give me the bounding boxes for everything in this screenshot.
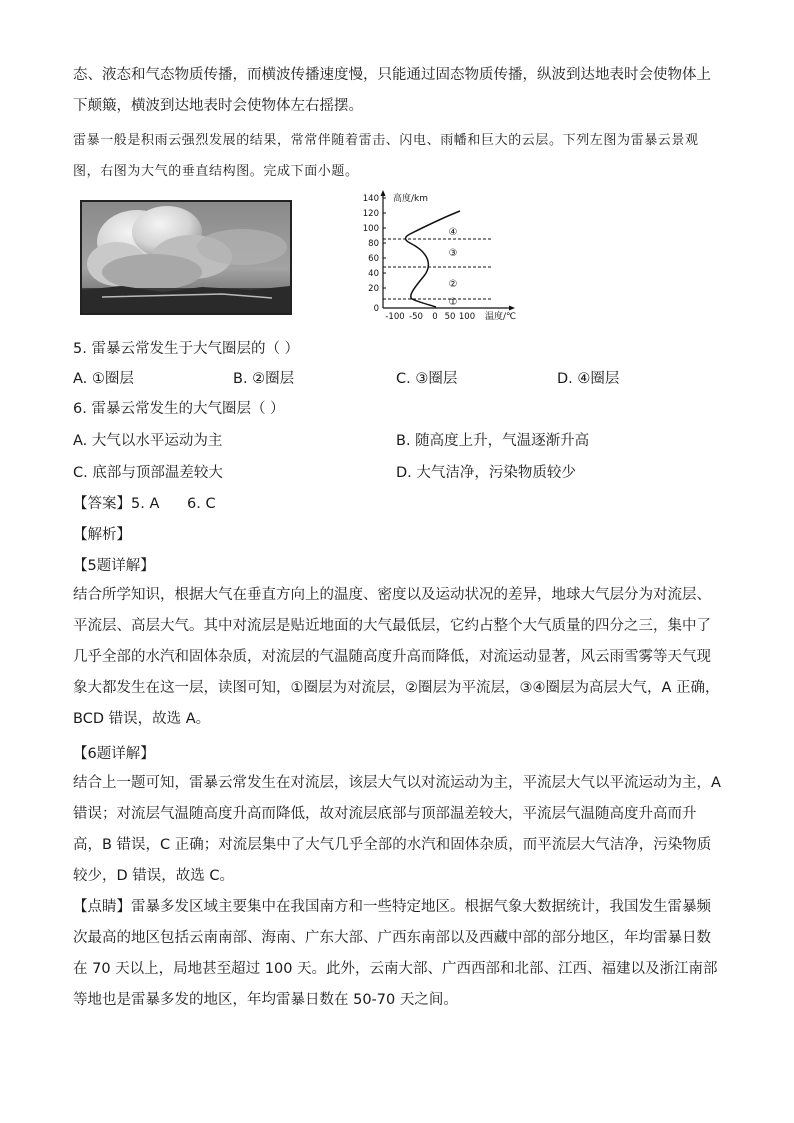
x-axis-label: 温度/℃	[485, 312, 517, 322]
intro-paragraph: 态、液态和气态物质传播，而横波传播速度慢，只能通过固态物质传播，纵波到达地表时会使物体上下颠簸，横波到达地表时会使物体左右摇摆。	[73, 67, 711, 114]
atmosphere-structure-chart	[352, 188, 537, 323]
x-tick-label: 100	[458, 312, 476, 322]
detail5-text: 结合所学知识，根据大气在垂直方向上的温度、密度以及运动状况的差异，地球大气层分为对流层、平流层、高层大气。其中对流层是贴近地面的大气最低层，它约占整个大气质量的四分之三，集中了几乎全部的水汽和固体杂质，对流层的气温随高度升高而降低，对流运动显著，风云雨雪雾等天气现象大都发生在这一层，读图可知，①圈层为对流层，②圈层为平流层，③④圈层为高层大气，A 正确，BCD 错误，故选 A。	[73, 587, 720, 727]
q6-stem: 6. 雷暴云常发生的大气圈层（ ）	[73, 401, 285, 417]
answer-text: 5. A 6. C	[131, 496, 216, 512]
y-tick-label: 40	[368, 269, 379, 279]
material-text: 雷暴一般是积雨云强烈发展的结果，常常伴随着雷击、闪电、雨幡和巨大的云层。下列左图为雷暴云景观图，右图为大气的垂直结构图。完成下面小题。	[73, 133, 699, 179]
analysis-label: 【解析】	[73, 527, 131, 543]
answer-line	[73, 493, 216, 515]
layer-label-2: ②	[448, 279, 458, 290]
q5-option-d[interactable]: D. ④圈层	[557, 371, 620, 387]
q6-option-d[interactable]: D. 大气洁净，污染物质较少	[396, 465, 576, 481]
x-tick-label: -100	[385, 312, 405, 322]
layer-label-3: ③	[448, 248, 458, 259]
tip-paragraph	[73, 892, 721, 1016]
y-tick-label: 60	[368, 254, 379, 264]
q5-option-b[interactable]: B. ②圈层	[233, 371, 295, 387]
q6-option-c[interactable]: C. 底部与顶部温差较大	[73, 465, 223, 481]
y-axis-arrow-icon	[381, 190, 386, 196]
y-tick-label: 120	[362, 209, 379, 219]
tip-text: 雷暴多发区域主要集中在我国南方和一些特定地区。根据气象大数据统计，我国发生雷暴频次最高的地区包括云南南部、海南、广东大部、广西东南部以及西藏中部的部分地区，年均雷暴日数在 70 天以上，局地甚至超过 100 天。此外，云南大部、广西西部和北部、江西、福建以及浙江南部等地也是雷暴多发的地区，年均雷暴日数在 50-70 天之间。	[73, 899, 718, 1008]
x-tick-label: 0	[432, 312, 438, 322]
x-tick-label: 50	[444, 312, 456, 322]
detail6-label: 【6题详解】	[73, 746, 155, 762]
y-tick-label: 140	[362, 194, 379, 204]
cloud-photo-image	[82, 202, 290, 313]
x-tick-labels	[385, 312, 475, 322]
q6-option-b[interactable]: B. 随高度上升，气温逐渐升高	[396, 433, 590, 449]
x-tick-label: -50	[409, 312, 423, 322]
y-tick-label: 20	[368, 284, 379, 294]
temperature-curve	[406, 211, 461, 307]
y-axis-label: 高度/km	[393, 194, 429, 204]
q6-option-a[interactable]: A. 大气以水平运动为主	[73, 433, 223, 449]
layer-boundaries	[383, 239, 492, 299]
answer-label: 【答案】	[73, 496, 131, 512]
detail5-label: 【5题详解】	[73, 558, 155, 574]
y-tick-label: 100	[362, 224, 379, 234]
q5-option-a[interactable]: A. ①圈层	[73, 371, 134, 387]
y-tick-label: 0	[373, 304, 379, 314]
layer-label-1: ①	[448, 297, 458, 308]
thunderstorm-cloud-photo	[80, 200, 292, 315]
layer-label-4: ④	[448, 227, 458, 238]
q5-option-c[interactable]: C. ③圈层	[396, 371, 458, 387]
tip-label: 【点睛】	[73, 899, 131, 915]
x-axis-arrow-icon	[509, 306, 515, 311]
y-tick-label: 80	[368, 239, 379, 249]
y-tick-labels	[363, 194, 379, 314]
detail6-text: 结合上一题可知，雷暴云常发生在对流层，该层大气以对流运动为主，平流层大气以平流运动为主，A 错误；对流层气温随高度升高而降低，故对流层底部与顶部温差较大，平流层气温随高度升高而升高，B 错误，C 正确；对流层集中了大气几乎全部的水汽和固体杂质，而平流层大气洁净，污染物质较少，D 错误，故选 C。	[73, 775, 721, 884]
q5-stem: 5. 雷暴云常发生于大气圈层的（ ）	[73, 341, 300, 357]
